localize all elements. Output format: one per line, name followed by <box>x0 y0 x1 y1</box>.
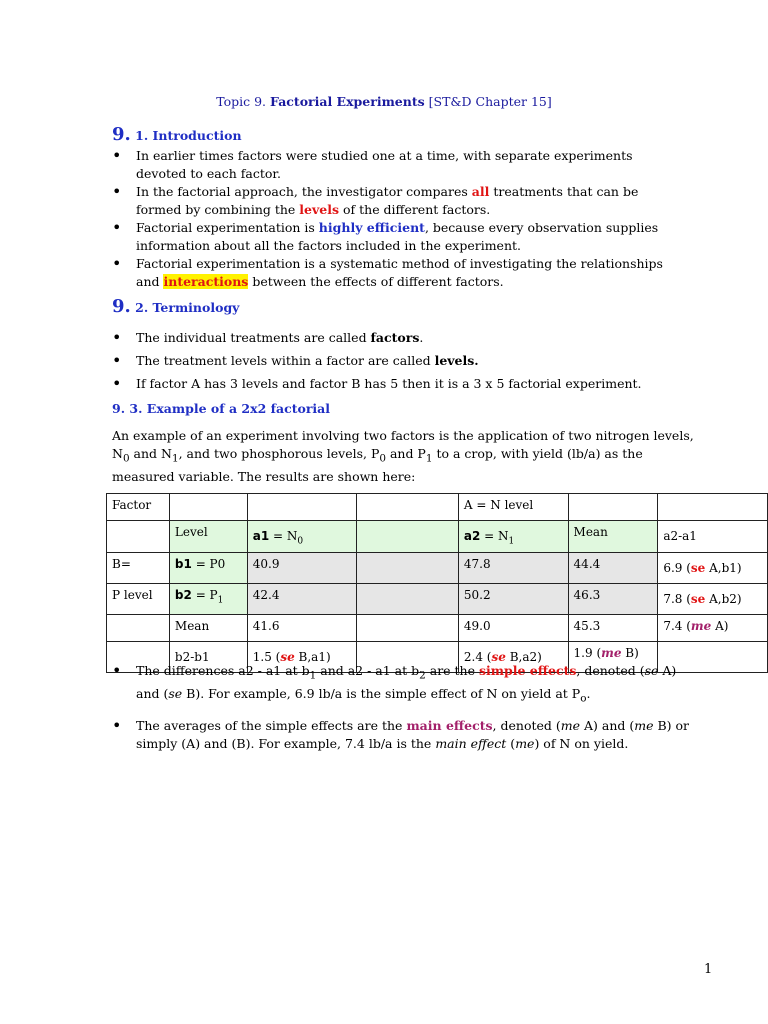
table-cell: 44.4 <box>568 553 658 584</box>
table-cell: 50.2 <box>458 584 568 615</box>
table-cell: b2-b1 <box>169 642 247 673</box>
table-cell: P level <box>107 584 170 615</box>
table-cell: 7.8 (se A,b2) <box>658 584 768 615</box>
table-cell: 1.9 (me B) <box>568 642 658 673</box>
table-cell: Mean <box>169 615 247 642</box>
item-text: . <box>419 330 424 345</box>
terminology-list <box>112 329 672 398</box>
title-prefix: Topic 9. <box>216 94 271 109</box>
item-text: If factor A has 3 levels and factor B has 5 then it is a 3 x 5 factorial experiment. <box>136 376 642 391</box>
table-cell <box>357 584 459 615</box>
table-cell: 7.4 (me A) <box>658 615 768 642</box>
factorial-table <box>106 493 768 673</box>
introduction-list <box>112 147 672 291</box>
table-cell <box>107 521 170 553</box>
section-label: 2. Terminology <box>130 300 240 315</box>
section-number: 9. <box>112 124 131 145</box>
list-item: • The differences a2 - a1 at $b_1$ and a2 - a1 at $b_2$ are the simple effects, denoted (se A) and (se B). For example, 6.9 lb/a is the simple effect of N on yield at $P_o$. <box>112 662 692 707</box>
table-cell <box>169 494 247 521</box>
table-row <box>107 615 768 642</box>
emphasis-main-effects: main effects <box>406 718 493 733</box>
effects-list <box>112 662 692 763</box>
item-text: In earlier times factors were studied one at a time, with separate experiments devoted to each factor. <box>136 148 633 181</box>
item-text: treatments that can be formed by combining the <box>136 184 639 217</box>
table-cell <box>247 494 357 521</box>
item-text: , because every observation supplies information about all the factors included in the experiment. <box>136 220 659 253</box>
table-row <box>107 494 768 521</box>
title-main: Factorial Experiments <box>270 94 425 109</box>
table-cell <box>107 615 170 642</box>
table-row <box>107 553 768 584</box>
title-suffix: [ST&D Chapter 15] <box>424 94 552 109</box>
list-item <box>112 147 672 183</box>
item-text: Factorial experimentation is <box>136 220 319 235</box>
section-number: 9. <box>112 296 131 317</box>
table-cell: 2.4 (se B,a2) <box>458 642 568 673</box>
item-text: of the different factors. <box>339 202 491 217</box>
example-paragraph: An example of an experiment involving two factors is the application of two nitrogen levels, $N_0$ and $N_1$, and two phosphorous levels, $P_0$ and $P_1$ to a crop, with yield (lb/a) as the measured variable. The results are shown here: <box>112 428 694 484</box>
table-cell: $b2 = P_1$ <box>169 584 247 615</box>
term-factors: factors <box>370 330 420 345</box>
list-item <box>112 183 672 219</box>
table-cell <box>568 494 658 521</box>
emphasis-highly-efficient: highly efficient <box>318 220 425 235</box>
table-cell: 46.3 <box>568 584 658 615</box>
list-item <box>112 219 672 255</box>
section-label: 1. Introduction <box>130 128 242 143</box>
table-cell <box>357 615 459 642</box>
table-cell: 47.8 <box>458 553 568 584</box>
term-levels: levels. <box>434 353 479 368</box>
table-cell: B= <box>107 553 170 584</box>
emphasis-simple-effects: simple effects <box>478 663 577 678</box>
table-cell: 6.9 (se A,b1) <box>658 553 768 584</box>
item-text: Factorial experimentation is a systematic method of investigating the relationships and <box>136 256 663 289</box>
section-label: 9. 3. Example of a 2x2 factorial <box>112 401 330 416</box>
table-cell: 42.4 <box>247 584 357 615</box>
table-cell: b1 = P0 <box>169 553 247 584</box>
section-heading-example <box>112 400 330 418</box>
document-title <box>0 93 768 111</box>
list-item <box>112 352 672 370</box>
table-cell: Factor <box>107 494 170 521</box>
list-item <box>112 329 672 347</box>
table-cell <box>658 494 768 521</box>
table-cell: $a1 = N_0$ <box>247 521 357 553</box>
table-row <box>107 521 768 553</box>
table-cell: Level <box>169 521 247 553</box>
table-cell: $a2 = N_1$ <box>458 521 568 553</box>
emphasis-interactions: interactions <box>163 274 249 289</box>
item-text: The individual treatments are called <box>136 330 371 345</box>
table-cell: 40.9 <box>247 553 357 584</box>
item-text: The treatment levels within a factor are called <box>136 353 435 368</box>
table-cell <box>357 494 459 521</box>
table-cell <box>357 521 459 553</box>
table-cell: a2-a1 <box>658 521 768 553</box>
table-cell <box>357 553 459 584</box>
table-cell: Mean <box>568 521 658 553</box>
list-item: • The averages of the simple effects are the main effects, denoted (me A) and (me B) or simply (A) and (B). For example, 7.4 lb/a is the main effect (me) of N on yield. <box>112 717 692 753</box>
table-row <box>107 584 768 615</box>
table-cell: 45.3 <box>568 615 658 642</box>
list-item <box>112 255 672 291</box>
item-text: In the factorial approach, the investigator compares <box>136 184 472 199</box>
section-heading-introduction <box>112 126 242 145</box>
emphasis-all: all <box>471 184 490 199</box>
emphasis-levels: levels <box>299 202 340 217</box>
table-cell: 1.5 (se B,a1) <box>247 642 357 673</box>
table-cell: 49.0 <box>458 615 568 642</box>
item-text: between the effects of different factors. <box>248 274 504 289</box>
page-number: 1 <box>704 962 713 977</box>
table-cell: 41.6 <box>247 615 357 642</box>
list-item <box>112 375 672 393</box>
table-cell: A = N level <box>458 494 568 521</box>
section-heading-terminology <box>112 298 239 317</box>
